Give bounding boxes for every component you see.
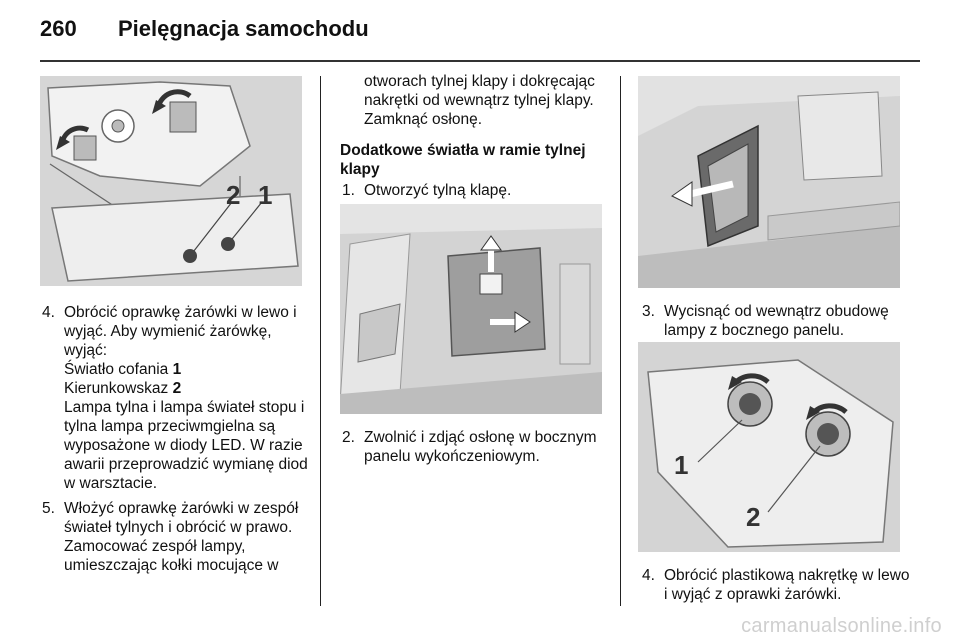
list-item-1 [340, 181, 610, 200]
sub-number: 2 [172, 380, 182, 397]
callout-2: 2 [746, 502, 761, 532]
list-item-5 [40, 499, 312, 575]
callout-1: 1 [258, 180, 273, 210]
list-text: Obrócić oprawkę żarówki w lewo i wyjąć. Aby wymienić żarówkę, wyjąć: [64, 304, 297, 359]
list-text: Włożyć oprawkę żarówki w zespół świateł tylnych i obrócić w prawo. Zamocować zespół lampy, umieszczając kołki mocujące w [64, 500, 299, 574]
list-item-2 [340, 428, 610, 466]
sub-item-indicator [40, 379, 312, 398]
column-divider-2 [620, 76, 621, 606]
column-3-text-bottom [640, 566, 912, 604]
page-title: Pielęgnacja samochodu [118, 16, 369, 41]
list-text: Otworzyć tylną klapę. [364, 182, 512, 199]
callout-2: 2 [226, 180, 241, 210]
continuation-text: otworach tylnej klapy i dokręcając nakrętki od wewnątrz tylnej klapy. Zamknąć osłonę. [364, 73, 595, 128]
list-number: 3. [642, 303, 655, 320]
sub-item-reverse-light [40, 360, 312, 379]
list-number: 2. [342, 429, 355, 446]
list-text: Zwolnić i zdjąć osłonę w bocznym panelu wykończeniowym. [364, 429, 597, 465]
list-text: Obrócić plastikową nakrętkę w lewo i wyjąć z oprawki żarówki. [664, 567, 910, 603]
figure-tail-lamp-bulb-holders [40, 76, 302, 286]
list-number: 4. [642, 567, 655, 584]
list-text: Wycisnąć od wewnątrz obudowę lampy z bocznego panelu. [664, 303, 889, 339]
section-heading: Dodatkowe światła w ramie tylnej klapy [340, 142, 586, 178]
list-number: 1. [342, 182, 355, 199]
figure-lamp-housing-removal [638, 76, 900, 288]
list-item-4 [40, 303, 312, 360]
header-divider [40, 60, 920, 62]
column-3-text-top [640, 302, 912, 340]
list-number: 5. [42, 500, 55, 517]
list-item-3 [640, 302, 912, 340]
sub-label: Światło cofania [64, 361, 169, 378]
note-led: Lampa tylna i lampa świateł stopu i tylna lampa przeciwmgielna są wyposażone w diody LED. W razie awarii przeprowadzić wymianę diod w warsztacie. [64, 399, 308, 492]
sub-label: Kierunkowskaz [64, 380, 169, 397]
figure-plastic-nut-bulb-holder [638, 342, 900, 552]
watermark: carmanualsonline.info [741, 615, 942, 637]
callout-1: 1 [674, 450, 689, 480]
column-2-text-bottom [340, 428, 610, 466]
column-divider-1 [320, 76, 321, 606]
column-2-text-top [340, 72, 610, 200]
list-number: 4. [42, 304, 55, 321]
page-number: 260 [40, 16, 77, 41]
page-header [40, 14, 920, 54]
list-item-4 [640, 566, 912, 604]
figure-side-trim-cover [340, 204, 602, 414]
column-1-text [40, 303, 312, 575]
sub-number: 1 [172, 361, 182, 378]
